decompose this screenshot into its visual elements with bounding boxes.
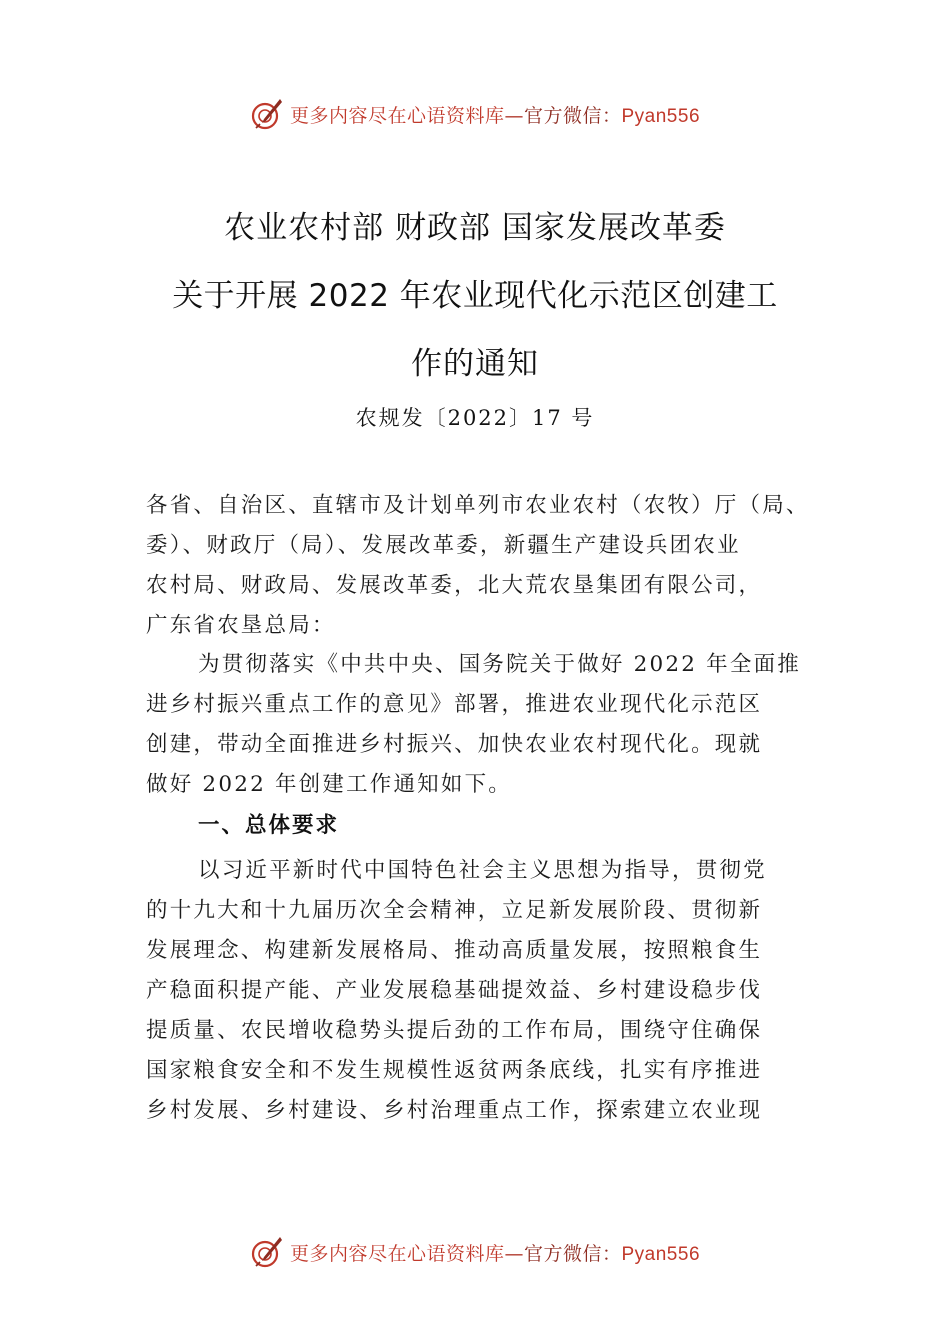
addressee-line: 委）、财政厅（局）、发展改革委，新疆生产建设兵团农业 [146,533,741,558]
paragraph-line: 创建，带动全面推进乡村振兴、加快农业农村现代化。现就 [146,732,763,757]
paragraph-line: 国家粮食安全和不发生规模性返贫两条底线，扎实有序推进 [146,1058,763,1083]
watermark-top [0,94,950,134]
paragraph-line: 为贯彻落实《中共中央、国务院关于做好 2022 年全面推 [198,652,801,677]
addressee-line: 广东省农垦总局： [146,613,336,638]
paragraph-line: 进乡村振兴重点工作的意见》部署，推进农业现代化示范区 [146,692,763,717]
paragraph-line: 做好 2022 年创建工作通知如下。 [146,772,512,797]
paragraph-line: 提质量、农民增收稳势头提后劲的工作布局，围绕守住确保 [146,1018,763,1043]
watermark-bottom [0,1232,950,1272]
quill-logo-icon [250,97,284,131]
addressee-line: 农村局、财政局、发展改革委，北大荒农垦集团有限公司， [146,573,763,598]
watermark-text [290,1239,700,1266]
watermark-dash: — [504,1242,524,1265]
general-requirements-paragraph [146,851,808,1131]
addressee-line: 各省、自治区、直辖市及计划单列市农业农村（农牧）厅（局、 [146,493,810,518]
watermark-text [290,101,700,128]
section-heading: 一、总体要求 [198,813,340,838]
addressees [146,486,808,646]
watermark-wechat-label: 官方微信： [523,104,622,127]
watermark-wechat-label: 官方微信： [523,1242,622,1265]
paragraph-line: 产稳面积提产能、产业发展稳基础提效益、乡村建设稳步伐 [146,978,763,1003]
watermark-dash: — [504,104,524,127]
document-title-line-1: 农业农村部 财政部 国家发展改革委 [224,210,726,246]
document-title-line-3: 作的通知 [411,346,539,382]
intro-paragraph [146,645,808,805]
watermark-brand: 更多内容尽在心语资料库 [289,1242,505,1265]
paragraph-line: 乡村发展、乡村建设、乡村治理重点工作，探索建立农业现 [146,1098,763,1123]
watermark-wechat-id: Pyan556 [621,1243,701,1265]
document-title-line-2: 关于开展 2022 年农业现代化示范区创建工 [172,278,778,314]
watermark-wechat-id: Pyan556 [621,105,701,127]
quill-logo-icon [250,1235,284,1269]
paragraph-line: 的十九大和十九届历次全会精神，立足新发展阶段、贯彻新 [146,898,763,923]
watermark-brand: 更多内容尽在心语资料库 [289,104,505,127]
paragraph-line: 发展理念、构建新发展格局、推动高质量发展，按照粮食生 [146,938,763,963]
document-number: 农规发〔2022〕17 号 [355,406,595,430]
paragraph-line: 以习近平新时代中国特色社会主义思想为指导，贯彻党 [198,858,767,883]
